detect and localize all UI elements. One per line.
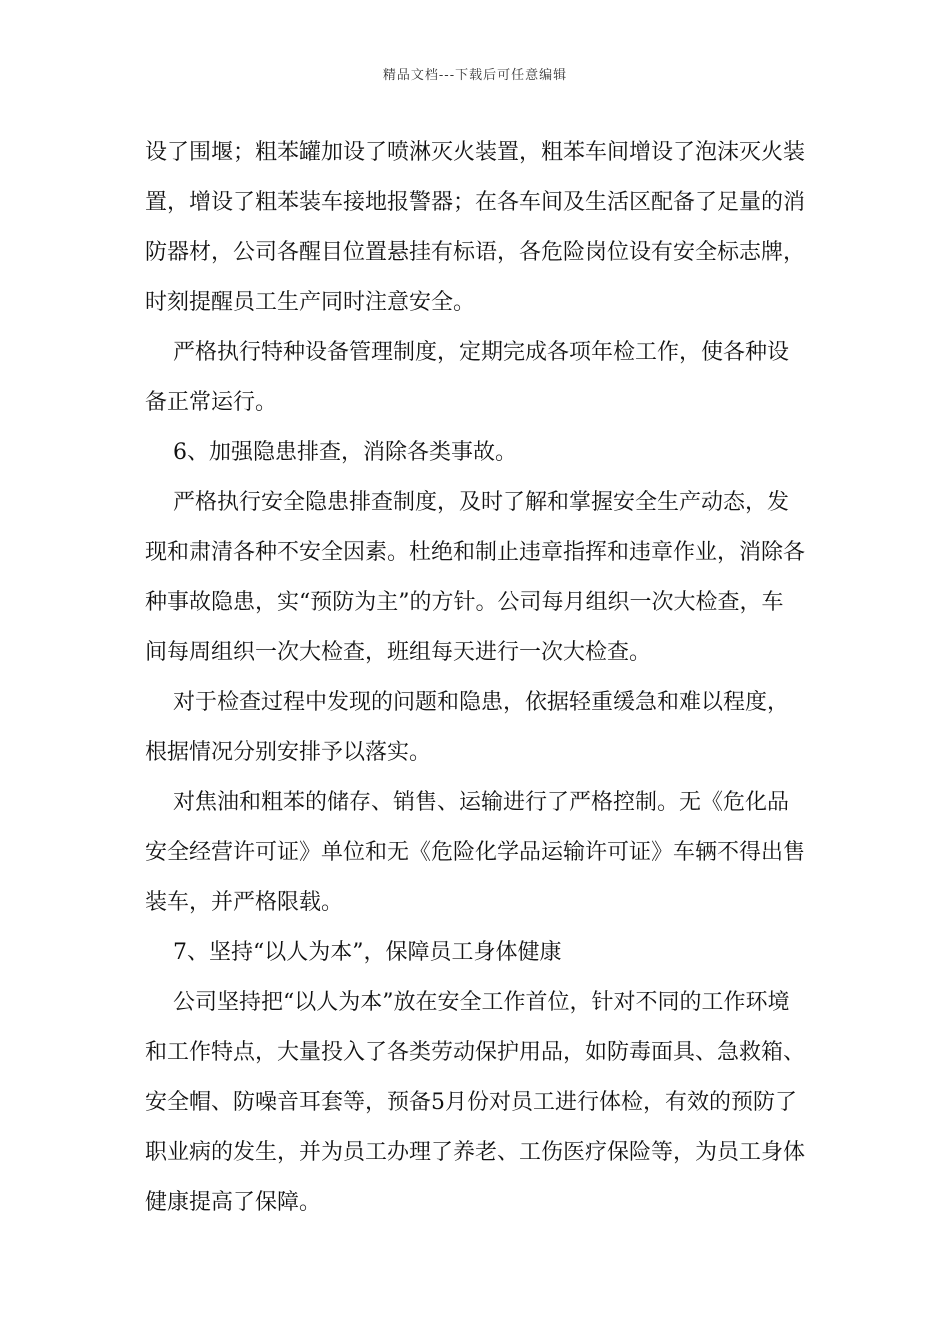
section-heading: 6、加强隐患排查，消除各类事故。 (145, 440, 517, 465)
paragraph: 对于检查过程中发现的问题和隐患，依据轻重缓急和难以程度，根据情况分别安排予以落实。 (145, 690, 789, 765)
paragraph: 设了围堰；粗苯罐加设了喷淋灭火装置，粗苯车间增设了泡沫灭火装置，增设了粗苯装车接地报警器；在各车间及生活区配备了足量的消防器材，公司各醒目位置悬挂有标语，各危险岗位设有安全标志牌，时刻提醒员工生产同时注意安全。 (145, 140, 806, 315)
page-header: 精品文档---下载后可任意编辑 (382, 68, 568, 83)
paragraph: 对焦油和粗苯的储存、销售、运输进行了严格控制。无《危化品安全经营许可证》单位和无《危险化学品运输许可证》车辆不得出售装车，并严格限载。 (145, 790, 806, 915)
paragraph: 公司坚持把“以人为本”放在安全工作首位，针对不同的工作环境和工作特点，大量投入了各类劳动保护用品，如防毒面具、急救箱、安全帽、防噪音耳套等，预备5月份对员工进行体检，有效的预防了职业病的发生，并为员工办理了养老、工伤医疗保险等，为员工身体健康提高了保障。 (145, 990, 806, 1215)
section-heading: 7、坚持“以人为本”，保障员工身体健康 (145, 940, 562, 965)
paragraph: 严格执行安全隐患排查制度，及时了解和掌握安全生产动态，发现和肃清各种不安全因素。杜绝和制止违章指挥和违章作业，消除各种事故隐患，实“预防为主”的方针。公司每月组织一次大检查，车间每周组织一次大检查，班组每天进行一次大检查。 (145, 490, 806, 665)
paragraph: 严格执行特种设备管理制度，定期完成各项年检工作，使各种设备正常运行。 (145, 340, 789, 415)
document-body (145, 128, 805, 1228)
